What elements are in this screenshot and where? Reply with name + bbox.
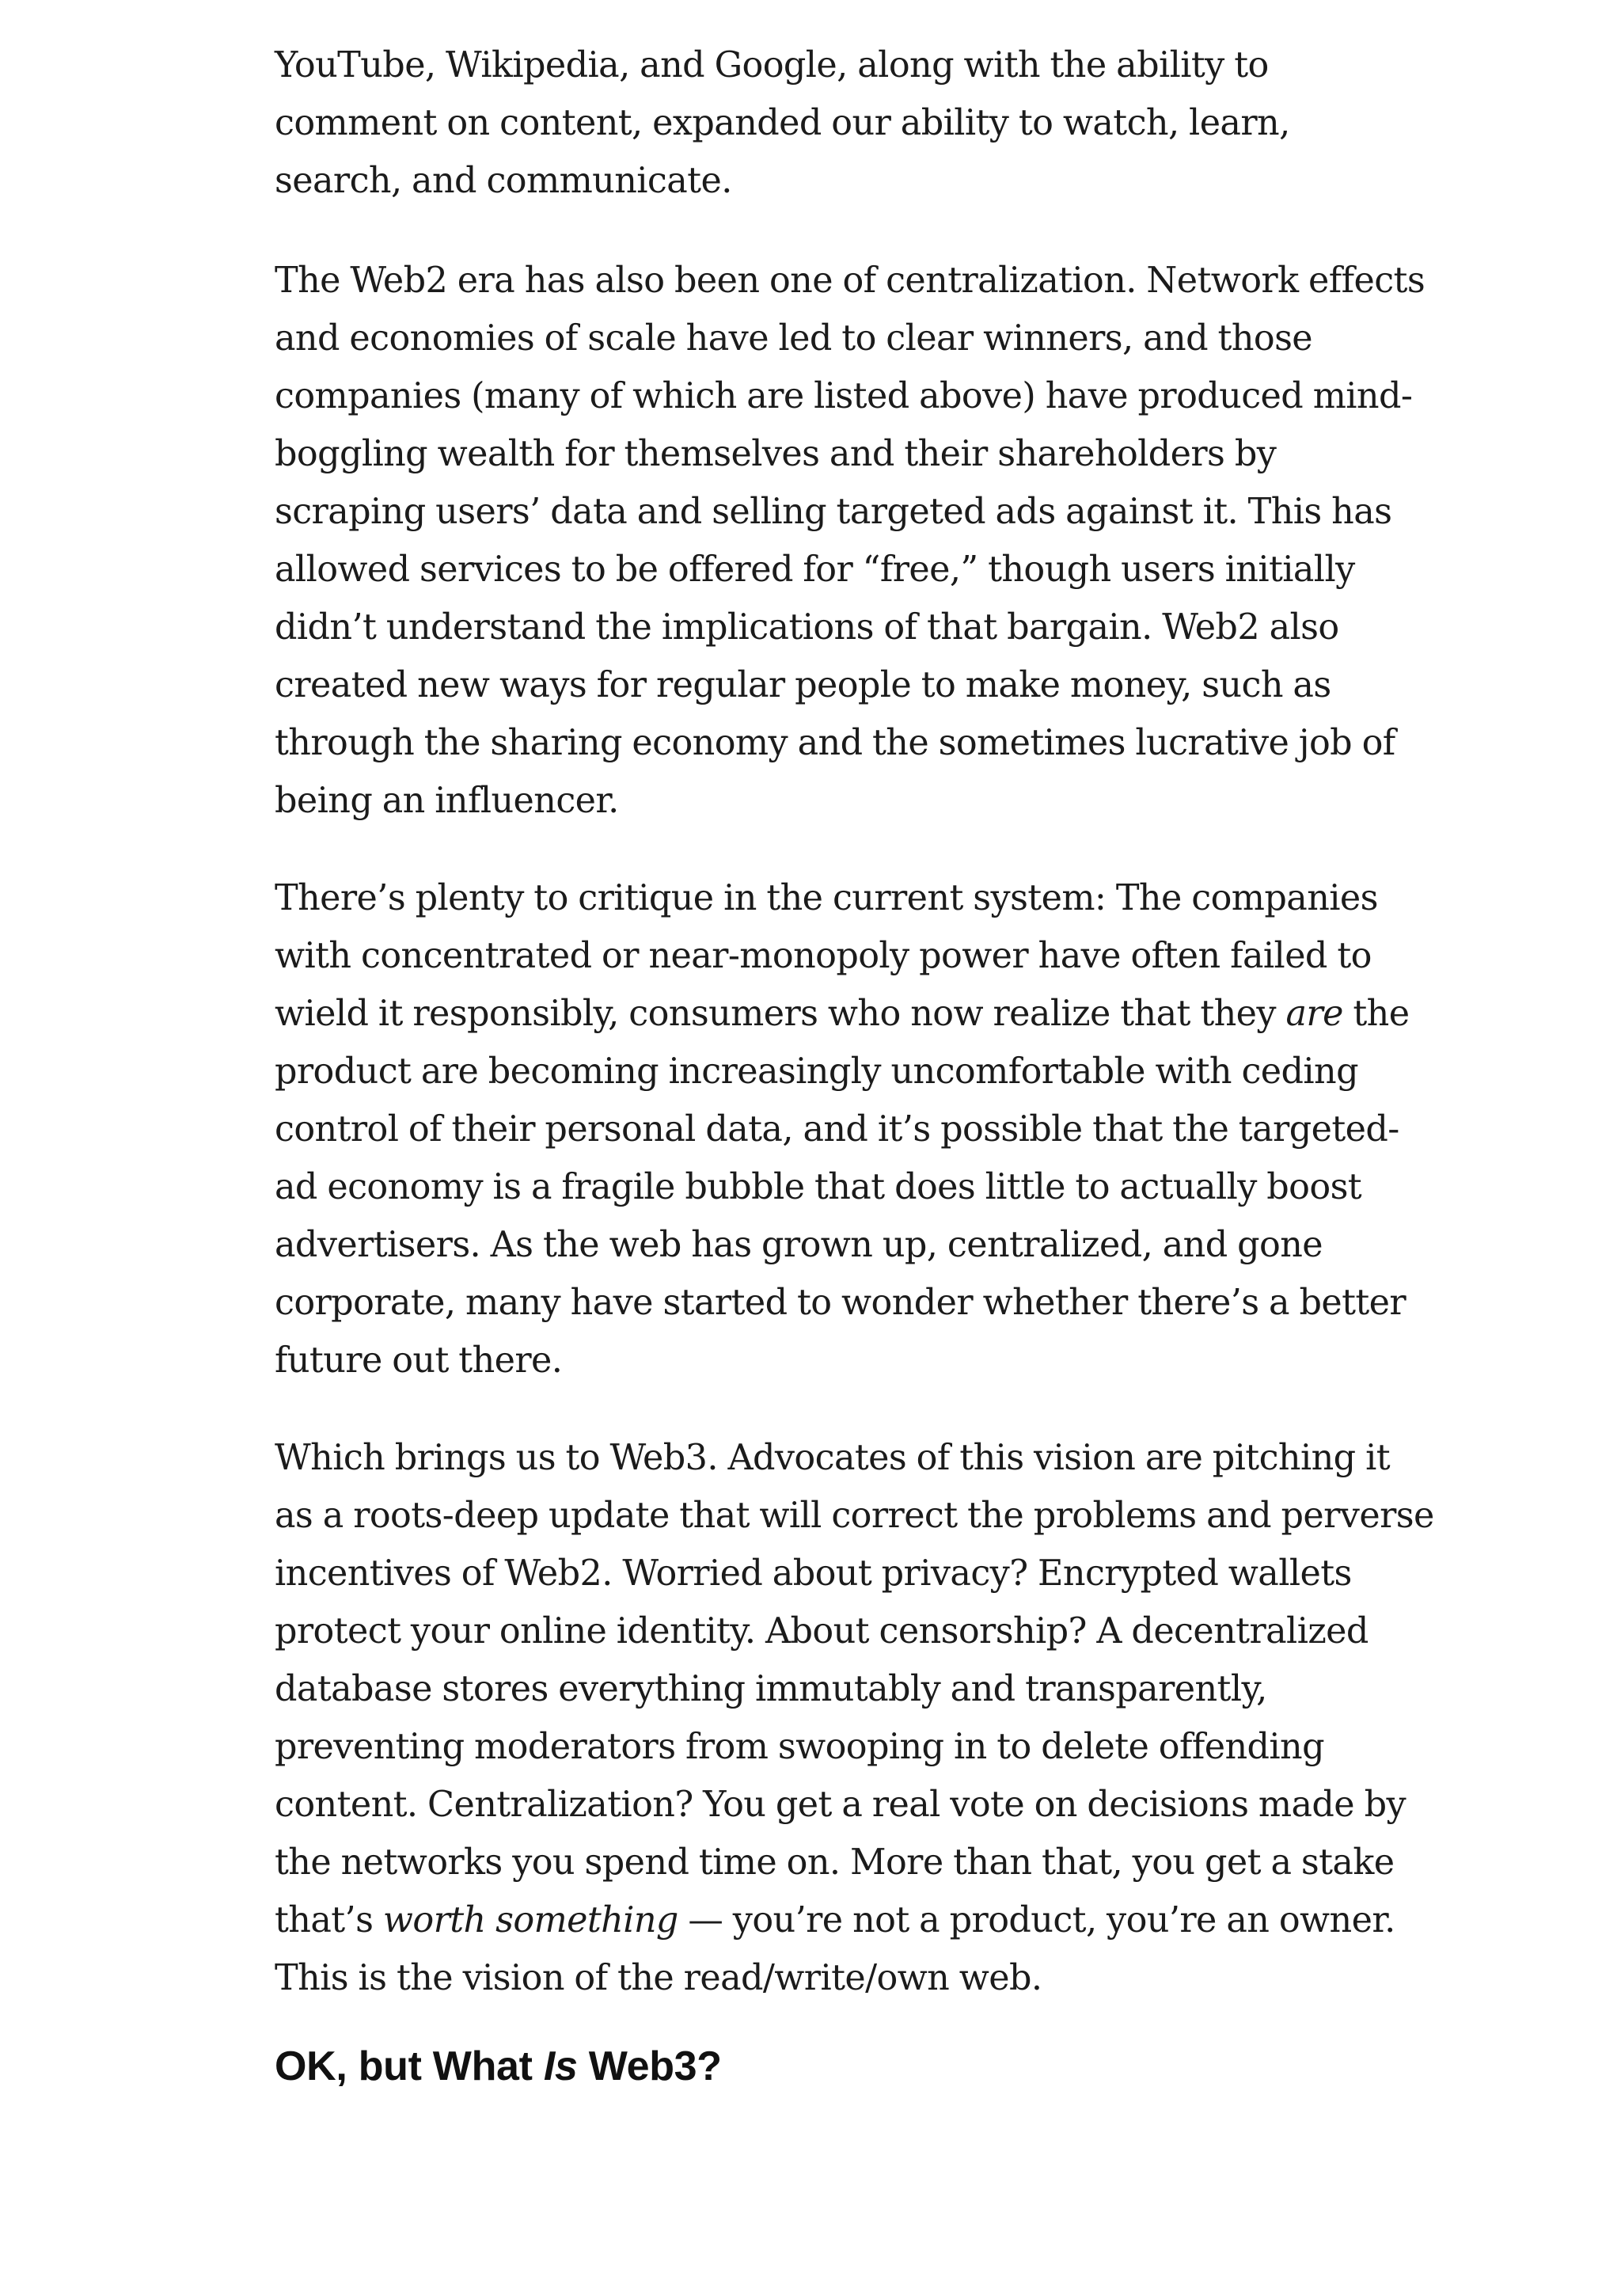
paragraph-line: with concentrated or near-monopoly power have often failed to	[275, 936, 1372, 976]
paragraph-line: corporate, many have started to wonder whether there’s a better	[275, 1283, 1407, 1323]
line-text: — you’re not a product, you’re an owner.	[678, 1900, 1395, 1941]
paragraph-line: future out there.	[275, 1340, 563, 1381]
paragraph-web2-centralization	[275, 252, 1425, 830]
paragraph-line: There’s plenty to critique in the current system: The companies	[275, 878, 1378, 918]
paragraph-line: the networks you spend time on. More than that, you get a stake	[275, 1842, 1395, 1883]
paragraph-line: product are becoming increasingly uncomfortable with ceding	[275, 1051, 1358, 1092]
paragraph-line: This is the vision of the read/write/own web.	[275, 1958, 1042, 1998]
paragraph-web3-vision	[275, 1429, 1434, 2007]
line-text: that’s	[275, 1900, 383, 1941]
section-heading	[275, 2035, 722, 2098]
paragraph-line-with-emphasis	[275, 985, 1409, 1043]
paragraph-line: protect your online identity. About censorship? A decentralized	[275, 1611, 1369, 1652]
paragraph-line: content. Centralization? You get a real vote on decisions made by	[275, 1785, 1406, 1825]
paragraph-line: being an influencer.	[275, 781, 619, 821]
paragraph-line: advertisers. As the web has grown up, centralized, and gone	[275, 1225, 1323, 1265]
paragraph-line: The Web2 era has also been one of centralization. Network effects	[275, 260, 1425, 301]
paragraph-line: YouTube, Wikipedia, and Google, along with the ability to	[275, 45, 1269, 86]
paragraph-line: preventing moderators from swooping in to delete offending	[275, 1727, 1324, 1767]
paragraph-line: database stores everything immutably and transparently,	[275, 1669, 1267, 1709]
line-text: the	[1342, 994, 1410, 1034]
paragraph-line: and economies of scale have led to clear winners, and those	[275, 318, 1313, 359]
emphasis-text: are	[1285, 994, 1343, 1034]
paragraph-line: allowed services to be offered for “free,” though users initially	[275, 549, 1355, 590]
heading-text: OK, but What	[275, 2043, 544, 2089]
paragraph-line: didn’t understand the implications of that bargain. Web2 also	[275, 607, 1339, 648]
paragraph-critique	[275, 869, 1409, 1389]
paragraph-web2-services	[275, 36, 1290, 210]
paragraph-line: boggling wealth for themselves and their shareholders by	[275, 434, 1277, 474]
paragraph-line: scraping users’ data and selling targeted ads against it. This has	[275, 492, 1392, 532]
paragraph-line: comment on content, expanded our ability to watch, learn,	[275, 103, 1290, 143]
paragraph-line: companies (many of which are listed above) have produced mind-	[275, 376, 1413, 416]
paragraph-line: Which brings us to Web3. Advocates of this vision are pitching it	[275, 1438, 1390, 1478]
paragraph-line: search, and communicate.	[275, 161, 732, 201]
paragraph-line: incentives of Web2. Worried about privacy? Encrypted wallets	[275, 1553, 1352, 1594]
paragraph-line: through the sharing economy and the sometimes lucrative job of	[275, 723, 1395, 763]
heading-text: Web3?	[577, 2043, 722, 2089]
emphasis-text: worth something	[382, 1900, 678, 1941]
paragraph-line: as a roots-deep update that will correct the problems and perverse	[275, 1496, 1434, 1536]
paragraph-line: ad economy is a fragile bubble that does little to actually boost	[275, 1167, 1362, 1207]
paragraph-line-with-emphasis	[275, 1891, 1434, 1949]
heading-emphasis: Is	[543, 2043, 578, 2089]
line-text: wield it responsibly, consumers who now realize that they	[275, 994, 1286, 1034]
paragraph-line: control of their personal data, and it’s possible that the targeted-	[275, 1109, 1399, 1150]
paragraph-line: created new ways for regular people to make money, such as	[275, 665, 1331, 705]
